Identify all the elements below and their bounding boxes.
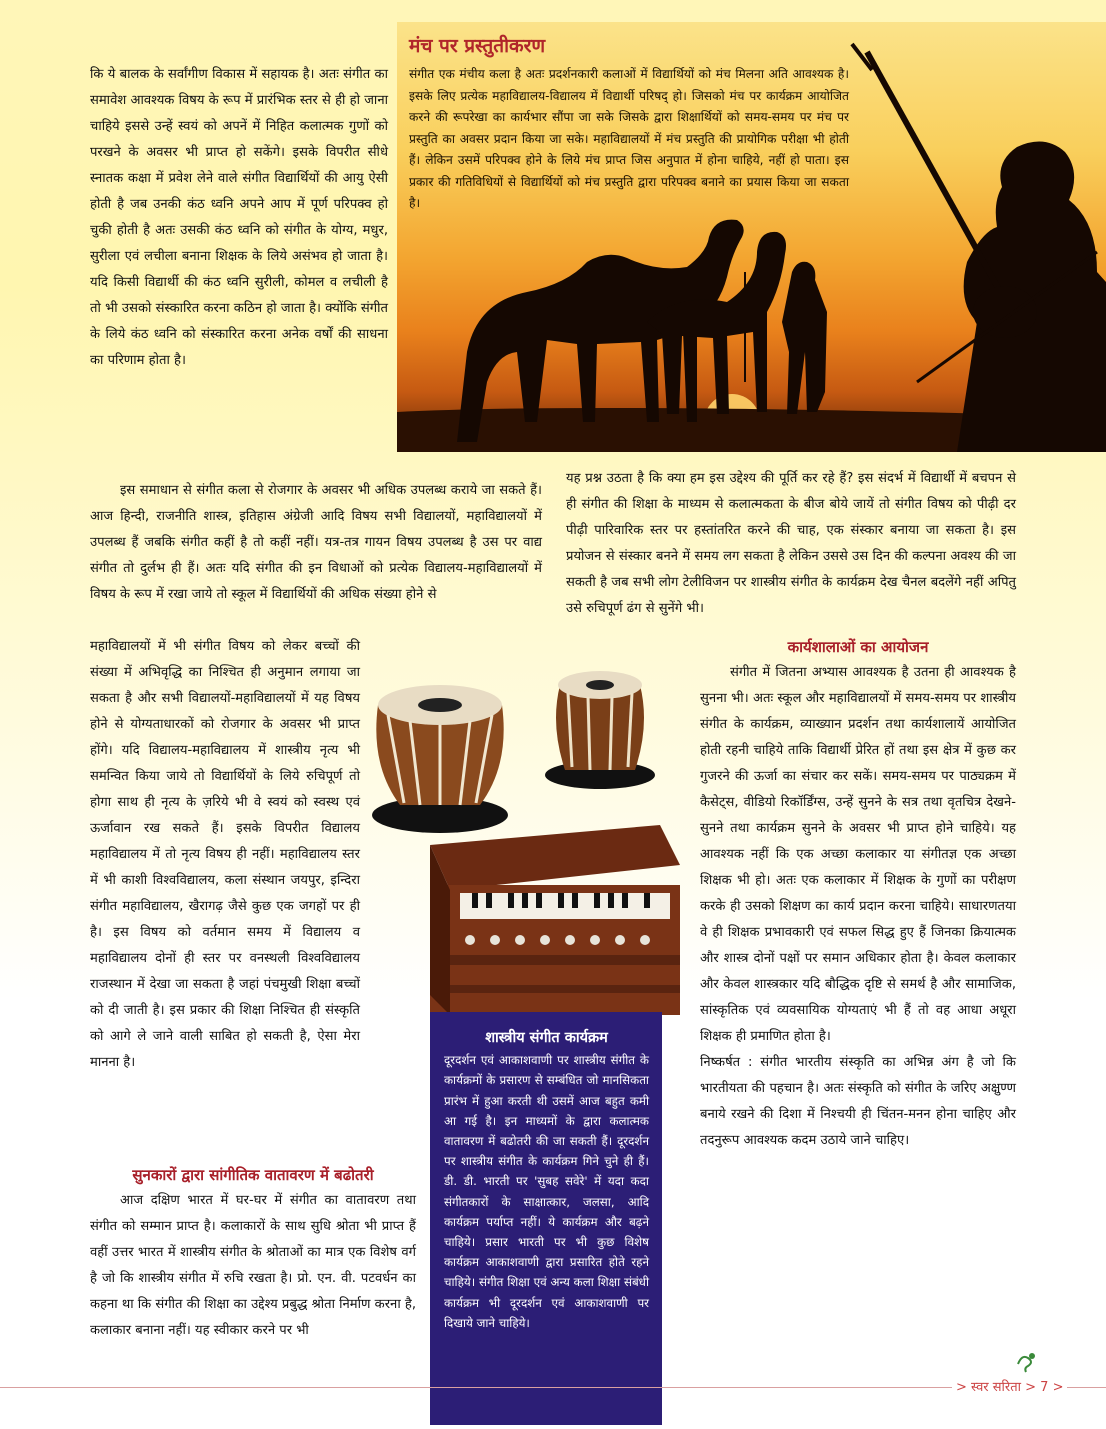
- section-heading-listeners: सुनकारों द्वारा सांगीतिक वातावरण में बढोतरी: [132, 1166, 374, 1184]
- page-footer: > स्वर सरिता > 7 >: [952, 1377, 1067, 1395]
- hero-text-block: [409, 32, 849, 215]
- left-top-column: [90, 62, 388, 374]
- paragraph: इस समाधान से संगीत कला से रोजगार के अवसर भी अधिक उपलब्ध कराये जा सकते हैं। आज हिन्दी, राजनीति शास्त्र, इतिहास अंग्रेजी आदि विषय सभी विद्यालयों, महाविद्यालयों में उपलब्ध हैं जबकि संगीत कहीं है तो कहीं नहीं। यत्र-तत्र गायन विषय उपलब्ध है उस पर वाद्य संगीत तो दुर्लभ ही हैं। अतः यदि संगीत की इन विधाओं को प्रत्येक विद्यालय-महाविद्यालयों में विषय के रूप में रखा जाये तो स्कूल में विद्यार्थियों की अधिक संख्या होने से: [90, 483, 542, 602]
- left-bottom-column: [90, 1162, 416, 1344]
- inset-paragraph: दूरदर्शन एवं आकाशवाणी पर शास्त्रीय संगीत के कार्यक्रमों के प्रसारण से सम्बंधित जो मानसिकता प्रारंभ में हुआ करती थी उसमें आज बहुत कमी आ गई है। इन माध्यमों के द्वारा कलात्मक वातावरण में बढोतरी की जा सकती हैं। दूरदर्शन पर शास्त्रीय संगीत के कार्यक्रम गिने चुने ही हैं। डी. डी. भारती पर 'सुबह सवेरे' में यदा कदा संगीतकारों के साक्षात्कार, जलसा, आदि कार्यक्रम पर्याप्त नहीं। ये कार्यक्रम और बढ़ने चाहिये। प्रसार भारती पर भी कुछ विशेष कार्यक्रम आकाशवाणी द्वारा प्रसारित होते रहने चाहिये। संगीत शिक्षा एवं अन्य कला शिक्षा संबंधी कार्यक्रम भी दूरदर्शन एवं आकाशवाणी पर दिखाये जाने चाहिये।: [444, 1053, 649, 1330]
- right-column: [700, 634, 1016, 1154]
- inset-heading: शास्त्रीय संगीत कार्यक्रम: [485, 1030, 608, 1046]
- paragraph: संगीत में जितना अभ्यास आवश्यक है उतना ही आवश्यक है सुनना भी। अतः स्कूल और महाविद्यालयों में समय-समय पर शास्त्रीय संगीत के कार्यक्रम, व्याख्यान प्रदर्शन तथा कार्यशालायें आयोजित होती रहनी चाहिये ताकि विद्यार्थी प्रेरित हों तथा इस क्षेत्र में कुछ कर गुजरने की ऊर्जा का संचार कर सकें। समय-समय पर पाठ्यक्रम में कैसेट्स, वीडियो रिकॉर्डिंग्स, उन्हें सुनने के सत्र तथा वृतचित्र देखने-सुनने तथा कार्यक्रम सुनने के अवसर भी प्राप्त होने चाहिये। यह आवश्यक नहीं कि एक अच्छा कलाकार या संगीतज्ञ एक अच्छा शिक्षक भी हो। अतः एक कलाकार में शिक्षक के गुणों का परीक्षण करके ही उसको शिक्षण का कार्य प्रदान करना चाहिये। साधारणतया वे ही शिक्षक प्रभावकारी एवं सफल सिद्ध हुए हैं जिनका क्रियात्मक और शास्त्र दोनों पक्षों पर समान अधिकार होता है। केवल कलाकार और केवल शास्त्रकार यदि बौद्धिक दृष्टि से समर्थ है और सामाजिक, सांस्कृतिक एवं व्यवसायिक योग्यताएं भी हैं तो वह आधा अधूरा शिक्षक ही प्रमाणित होता है।: [700, 665, 1016, 1044]
- left-wide-block: [90, 478, 542, 608]
- paragraph: महाविद्यालयों में भी संगीत विषय को लेकर बच्चों की संख्या में अभिवृद्धि का निश्चित ही अनुमान लगाया जा सकता है और सभी विद्यालयों-महाविद्यालयों में यह विषय होने से योग्यताधारकों को रोजगार के अवसर भी प्राप्त होंगे। यदि विद्यालय-महाविद्यालय में शास्त्रीय नृत्य भी समन्वित किया जाये तो विद्यार्थियों के लिये रुचिपूर्ण तो होगा साथ ही नृत्य के ज़रिये भी वे स्वयं को स्वस्थ एवं ऊर्जावान रख सकते हैं। इसके विपरीत विद्यालय महाविद्यालय में तो नृत्य विषय ही नहीं। महाविद्यालय स्तर में भी काशी विश्वविद्यालय, कला संस्थान जयपुर, इन्दिरा संगीत महाविद्यालय, खैरागढ़ जैसे कुछ एक जगहों पर ही है। इस विषय को वर्तमान समय में विद्यालय व महाविद्यालय दोनों ही स्तर पर वनस्थली विश्वविद्यालय राजस्थान में देखा जा सकता है जहां पंचमुखी शिक्षा बच्चों को दी जाती है। इस प्रकार की शिक्षा निश्चित ही संस्कृति को आगे ले जाने वाली साबित हो सकती है, ऐसा मेरा मानना है।: [90, 639, 360, 1070]
- paragraph: आज दक्षिण भारत में घर-घर में संगीत का वातावरण तथा संगीत को सम्मान प्राप्त है। कलाकारों के साथ सुधि श्रोता भी प्राप्त हैं वहीं उत्तर भारत में शास्त्रीय संगीत के श्रोताओं का मात्र एक विशेष वर्ग है जो कि शास्त्रीय संगीत में रुचि रखता है। प्रो. एन. वी. पटवर्धन का कहना था कि संगीत की शिक्षा का उद्देश्य प्रबुद्ध श्रोता निर्माण करना है, कलाकार बनाना नहीं। यह स्वीकार करने पर भी: [90, 1193, 416, 1338]
- classical-music-programs-box: [430, 1012, 662, 1425]
- footer-rule: [0, 1387, 1106, 1388]
- section-heading-stage-performance: मंच पर प्रस्तुतीकरण: [409, 35, 546, 57]
- right-top-block: [566, 466, 1016, 622]
- tabla-harmonium-image: [360, 655, 695, 1025]
- paragraph: यह प्रश्न उठता है कि क्या हम इस उद्देश्य की पूर्ति कर रहे हैं? इस संदर्भ में विद्यार्थी में बचपन से ही संगीत की शिक्षा के माध्यम से कलात्मकता के बीज बोये जायें तो संगीत विषय को पीढ़ी दर पीढ़ी पारिवारिक स्तर पर हस्तांतरित करने की चाह, एक संस्कार बनाया जा सकता है। इस प्रयोजन से संस्कार बनने में समय लग सकता है लेकिन उससे उस दिन की कल्पना अवश्य की जा सकती है जब सभी लोग टेलीविजन पर शास्त्रीय संगीत के कार्यक्रम देख चैनल बदलेंगे नहीं अपितु उसे रुचिपूर्ण ढंग से सुनेंगे भी।: [566, 471, 1016, 616]
- hero-paragraph: संगीत एक मंचीय कला है अतः प्रदर्शनकारी कलाओं में विद्यार्थियों को मंच मिलना अति आवश्यक है। इसके लिए प्रत्येक महाविद्यालय-विद्यालय में विद्यार्थी परिषद् हो। जिसको मंच पर कार्यक्रम आयोजित करने की रूपरेखा का कार्यभार सौंपा जा सके जिसके द्वारा शिक्षार्थियों को समय-समय पर मंच पर प्रस्तुति का अवसर प्रदान किया जा सके। महाविद्यालयों में मंच प्रस्तुति की प्रायोगिक परीक्षा भी होती हैं। लेकिन उसमें परिपक्व होने के लिये मंच प्राप्त जिस अनुपात में होना चाहिये, नहीं हो पाता। इस प्रकार की गतिविधियों से विद्यार्थियों को मंच प्रस्तुति द्वारा परिपक्व बनाने का प्रयास किया जा सकता है।: [409, 67, 849, 210]
- paragraph: निष्कर्षत : संगीत भारतीय संस्कृति का अभिन्न अंग है जो कि भारतीयता की पहचान है। अतः संस्कृति को संगीत के जरिए अक्षुण्ण बनाये रखने की दिशा में निश्चयी ही चिंतन-मनन होना चाहिए और तदनुरूप आवश्यक कदम उठाये जाने चाहिए।: [700, 1055, 1016, 1148]
- swar-sarita-logo-icon: [1014, 1350, 1040, 1374]
- inset-content: [444, 1028, 649, 1333]
- hero-image-panel: [397, 22, 1106, 452]
- paragraph: कि ये बालक के सर्वांगीण विकास में सहायक है। अतः संगीत का समावेश आवश्यक विषय के रूप में प्रारंभिक स्तर से ही हो जाना चाहिये इससे उन्हें स्वयं को अपनें में निहित कलात्मक गुणों को परखने के अवसर भी प्राप्त हो सकेंगे। इसके विपरीत सीधे स्नातक कक्षा में प्रवेश लेने वाले संगीत विद्यार्थियों की आयु ऐसी होती है जब उनकी कंठ ध्वनि अपने आप में पूर्ण परिपक्व हो चुकी होती है अतः उसकी कंठ ध्वनि को संगीत के योग्य, मधुर, सुरीला एवं लचीला बनाना शिक्षक के लिये असंभव हो जाता है। यदि किसी विद्यार्थी की कंठ ध्वनि सुरीली, कोमल व लचीली है तो भी उसको संस्कारित करना कठिन हो जाता है। क्योंकि संगीत के लिये कंठ ध्वनि को संस्कारित करना अनेक वर्षों की साधना का परिणाम होता है।: [90, 67, 388, 368]
- section-heading-workshops: कार्यशालाओं का आयोजन: [787, 638, 929, 656]
